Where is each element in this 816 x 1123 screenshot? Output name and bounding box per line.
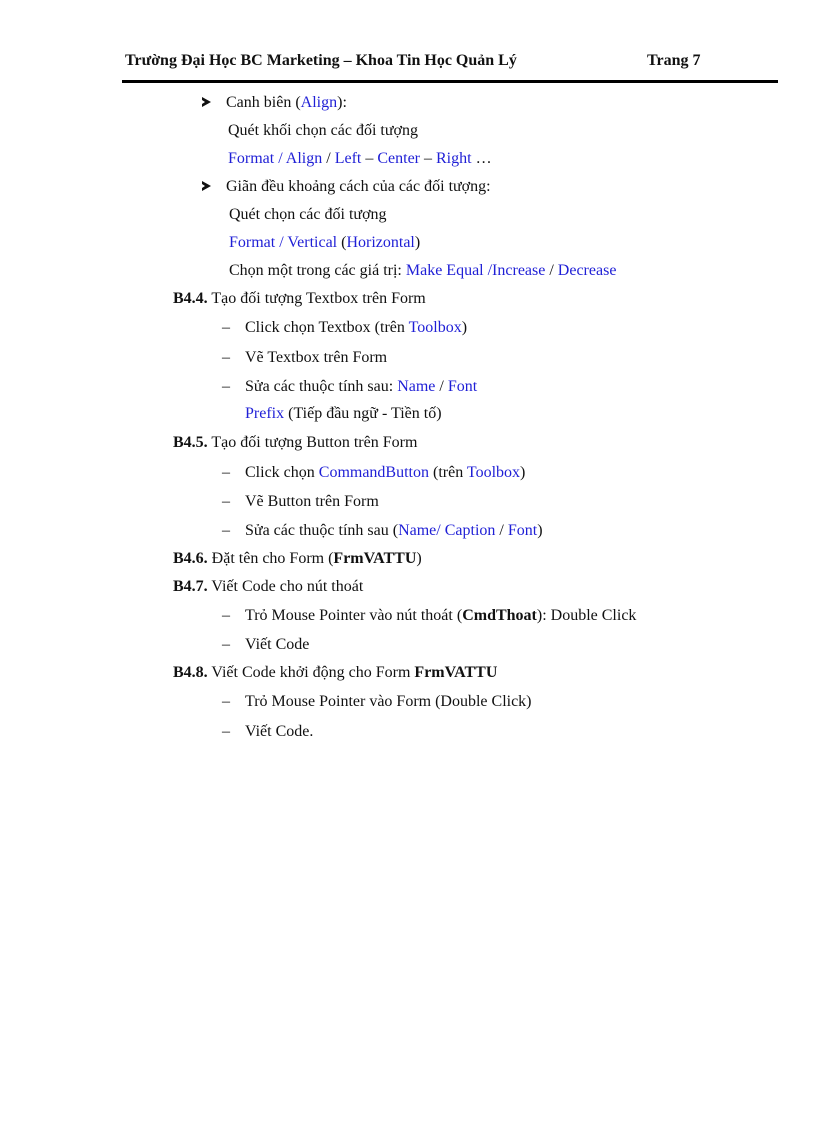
align-menu-path: Format / Align / Left – Center – Right … <box>228 150 492 167</box>
dash-bullet: – <box>222 693 230 710</box>
align-heading: Canh biên (Align): <box>226 94 347 111</box>
dash-bullet: – <box>222 607 230 624</box>
b44-item-1: Click chọn Textbox (trên Toolbox) <box>245 319 468 336</box>
page-header <box>125 50 778 72</box>
arrow-bullet-icon <box>202 181 211 191</box>
b44-item-2: Vẽ Textbox trên Form <box>245 349 388 366</box>
spacing-choices: Chọn một trong các giá trị: Make Equal /Increase / Decrease <box>229 262 617 279</box>
section-b45-heading: B4.5. Tạo đối tượng Button trên Form <box>173 434 418 451</box>
spacing-heading: Giãn đều khoảng cách của các đối tượng: <box>226 178 491 195</box>
b45-item-3: Sửa các thuộc tính sau (Name/ Caption / Font) <box>245 522 543 539</box>
dash-bullet: – <box>222 493 230 510</box>
section-b46-heading: B4.6. Đặt tên cho Form (FrmVATTU) <box>173 550 422 567</box>
arrow-bullet-icon <box>202 97 211 107</box>
dash-bullet: – <box>222 464 230 481</box>
dash-bullet: – <box>222 378 230 395</box>
dash-bullet: – <box>222 723 230 740</box>
section-b44-heading: B4.4. Tạo đối tượng Textbox trên Form <box>173 290 426 307</box>
dash-bullet: – <box>222 522 230 539</box>
b48-item-2: Viết Code. <box>245 723 314 740</box>
dash-bullet: – <box>222 349 230 366</box>
b45-item-2: Vẽ Button trên Form <box>245 493 379 510</box>
section-b47-heading: B4.7. Viết Code cho nút thoát <box>173 578 364 595</box>
section-b48-heading: B4.8. Viết Code khởi động cho Form FrmVATTU <box>173 664 498 681</box>
spacing-step: Quét chọn các đối tượng <box>229 206 387 223</box>
b48-item-1: Trỏ Mouse Pointer vào Form (Double Click) <box>245 693 532 710</box>
dash-bullet: – <box>222 319 230 336</box>
b47-item-2: Viết Code <box>245 636 310 653</box>
dash-bullet: – <box>222 636 230 653</box>
b47-item-1: Trỏ Mouse Pointer vào nút thoát (CmdThoat): Double Click <box>245 607 637 624</box>
page-number: Trang 7 <box>647 52 701 69</box>
header-rule <box>122 80 778 83</box>
b44-item-3-continued: Prefix (Tiếp đầu ngữ - Tiền tố) <box>245 405 442 422</box>
align-step: Quét khối chọn các đối tượng <box>228 122 418 139</box>
spacing-menu-path: Format / Vertical (Horizontal) <box>229 234 421 251</box>
header-title: Trường Đại Học BC Marketing – Khoa Tin Học Quản Lý <box>125 52 517 69</box>
b44-item-3: Sửa các thuộc tính sau: Name / Font <box>245 378 478 395</box>
b45-item-1: Click chọn CommandButton (trên Toolbox) <box>245 464 526 481</box>
